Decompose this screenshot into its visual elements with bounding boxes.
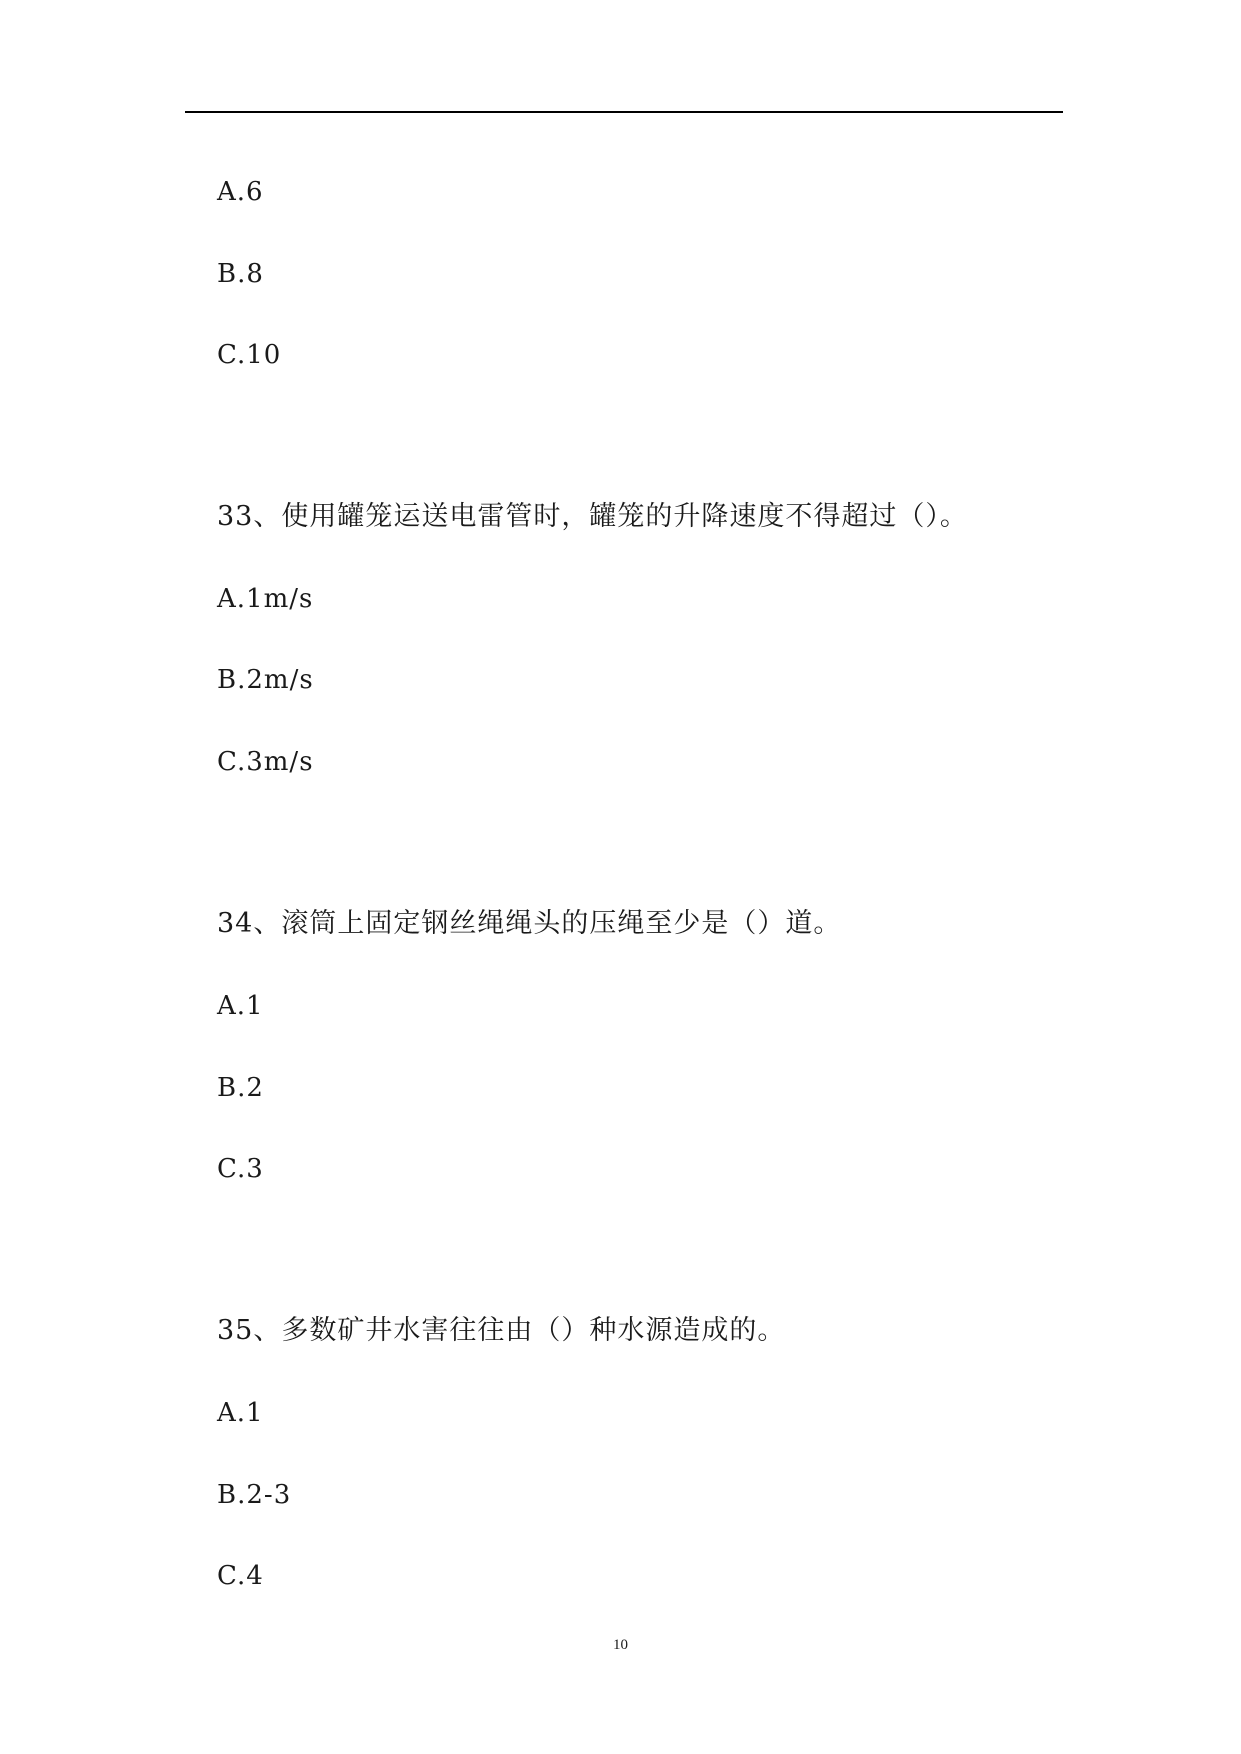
prev-option-c: C.10 <box>217 340 282 370</box>
prev-option-b: B.8 <box>217 259 264 289</box>
question-35-option-a: A.1 <box>217 1398 264 1428</box>
question-35-text: 35、多数矿井水害往往由（）种水源造成的。 <box>217 1315 786 1346</box>
page-number: 10 <box>613 1637 628 1653</box>
question-34-option-b: B.2 <box>217 1073 264 1103</box>
question-35-option-c: C.4 <box>217 1561 264 1591</box>
header-rule <box>185 111 1063 113</box>
question-33-option-b: B.2m/s <box>217 665 314 695</box>
question-35-option-b: B.2-3 <box>217 1480 292 1510</box>
question-33-option-a: A.1m/s <box>217 584 314 614</box>
question-33-text: 33、使用罐笼运送电雷管时，罐笼的升降速度不得超过（）。 <box>217 501 968 532</box>
question-34-text: 34、滚筒上固定钢丝绳绳头的压绳至少是（）道。 <box>217 908 842 939</box>
question-33-option-c: C.3m/s <box>217 747 314 777</box>
question-34-option-c: C.3 <box>217 1154 264 1184</box>
prev-option-a: A.6 <box>217 177 264 207</box>
question-34-option-a: A.1 <box>217 991 264 1021</box>
